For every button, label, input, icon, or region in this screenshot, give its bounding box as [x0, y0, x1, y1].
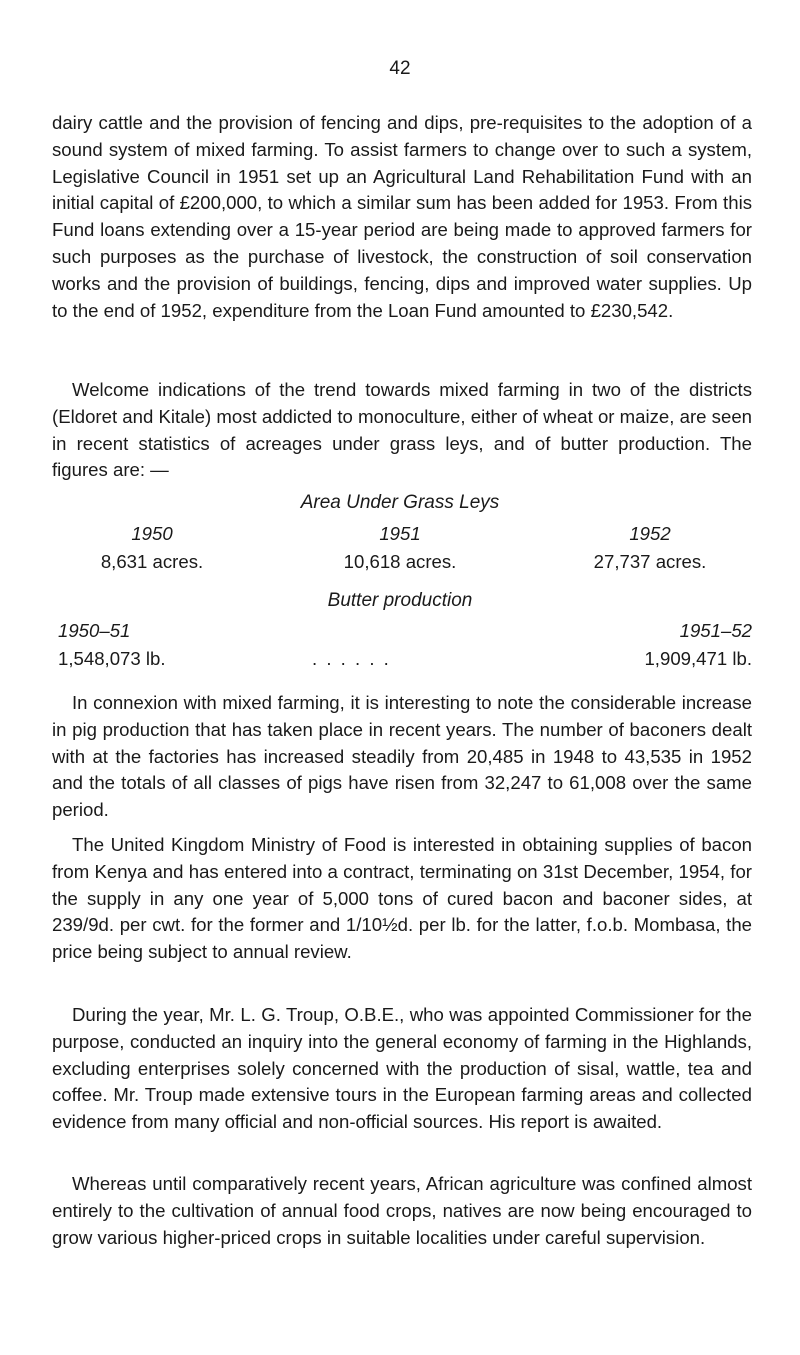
grass-leys-heading: Area Under Grass Leys: [300, 492, 500, 513]
paragraph-troup-inquiry: During the year, Mr. L. G. Troup, O.B.E., who was appointed Commissioner for the purpose, conducted an inquiry into the general economy of farming in the Highlands, excluding enterprises solely concerned with the production of sisal, wattle, tea and coffee. Mr. Troup made extensive tours in the European farming areas and collected evidence from many official and non-official sources. His report is awaited.: [52, 1004, 752, 1133]
grass-leys-year-1952: 1952: [629, 523, 671, 544]
butter-year-1950-51: 1950–51: [58, 620, 131, 641]
paragraph-pig-production: In connexion with mixed farming, it is interesting to note the considerable increase in pig production that has taken place in recent years. The number of baconers dealt with at the factories has increased steadily from 20,485 in 1948 to 43,535 in 1952 and the totals of all classes of pigs have risen from 32,247 to 61,008 over the same period.: [52, 692, 752, 821]
grass-leys-value-1951: 10,618 acres.: [343, 551, 457, 572]
grass-leys-value-1952: 27,737 acres.: [593, 551, 707, 572]
paragraph-fund: dairy cattle and the provision of fencing and dips, pre-requisites to the adoption of a sound system of mixed farming. To assist farmers to change over to such a system, Legislative Council in 1951 set up an Agricultural Land Rehabilitation Fund with an initial capital of £200,000, to which a similar sum has been added for 1953. From this Fund loans extending over a 15-year period are being made to approved farmers for such purposes as the purchase of livestock, the construction of soil conservation works and the provision of buildings, fencing, dips and improved water supplies. Up to the end of 1952, expenditure from the Loan Fund amounted to £230,542.: [52, 112, 752, 321]
butter-dot-leader: . . . . . .: [312, 648, 391, 669]
grass-leys-value-1950: 8,631 acres.: [100, 551, 204, 572]
butter-year-1951-52: 1951–52: [679, 620, 752, 641]
grass-leys-year-1951: 1951: [379, 523, 421, 544]
paragraph-african-agriculture: Whereas until comparatively recent years, African agriculture was confined almost entirely to the cultivation of annual food crops, natives are now being encouraged to grow various higher-priced crops in suitable localities under careful supervision.: [52, 1173, 752, 1248]
grass-leys-year-1950: 1950: [131, 523, 173, 544]
butter-value-1951-52: 1,909,471 lb.: [644, 648, 752, 669]
page-number: 42: [389, 58, 411, 79]
butter-value-1950-51: 1,548,073 lb.: [58, 648, 166, 669]
paragraph-mixed-farming-trend: Welcome indications of the trend towards mixed farming in two of the districts (Eldoret and Kitale) most addicted to monoculture, either of wheat or maize, are seen in recent statistics of acreages under grass leys, and of butter production. The figures are: —: [52, 379, 752, 481]
butter-heading: Butter production: [327, 590, 473, 611]
paragraph-bacon-contract: The United Kingdom Ministry of Food is interested in obtaining supplies of bacon from Kenya and has entered into a contract, terminating on 31st December, 1954, for the supply in any one year of 5,000 tons of cured bacon and baconer sides, at 239/9d. per cwt. for the former and 1/10½d. per lb. for the latter, f.o.b. Mombasa, the price being subject to annual review.: [52, 834, 752, 963]
